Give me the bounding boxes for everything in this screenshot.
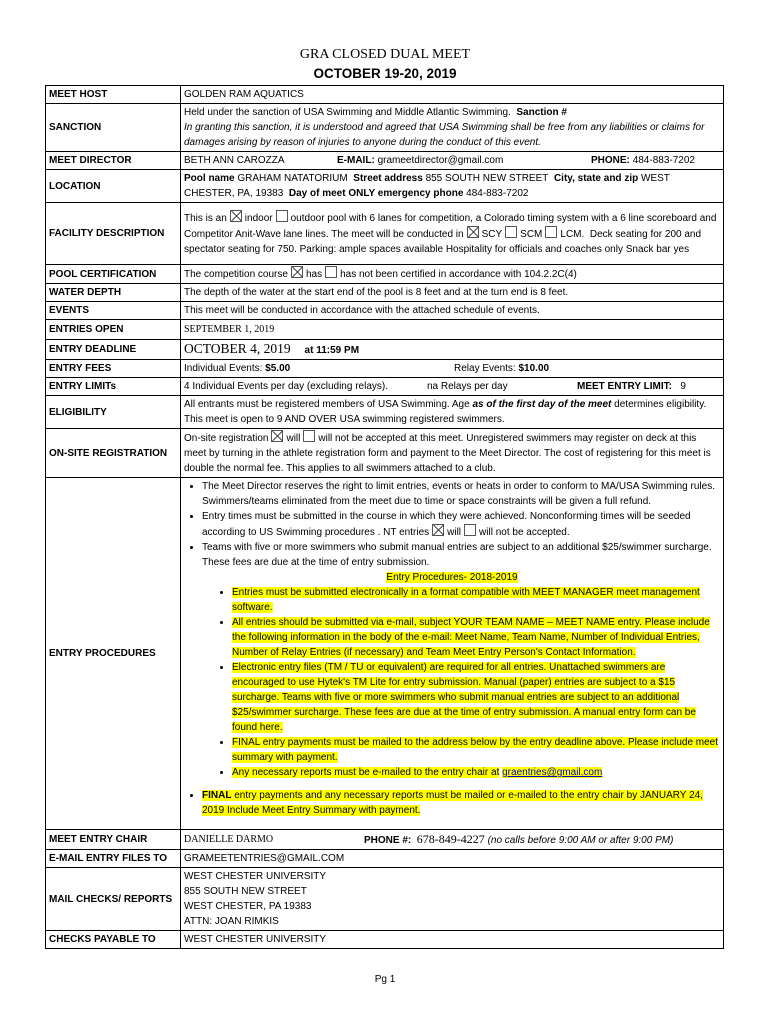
checks-payable-value: WEST CHESTER UNIVERSITY <box>181 931 724 949</box>
label: WATER DEPTH <box>46 284 181 302</box>
onsite-will-not-checkbox[interactable] <box>303 430 315 442</box>
pool-cert-value: The competition course has has not been certified in accordance with 104.2.2C(4) <box>181 265 724 284</box>
row-water-depth <box>46 284 724 302</box>
water-depth-value: The depth of the water at the start end of the pool is 8 feet and at the turn end is 8 feet. <box>181 284 724 302</box>
row-meet-director <box>46 152 724 170</box>
label: ELIGIBILITY <box>46 396 181 429</box>
location-value: Pool name GRAHAM NATATORIUM Street address 855 SOUTH NEW STREET City, state and zip WEST CHESTER, PA, 19383 Day of meet ONLY emergency phone 484-883-7202 <box>181 170 724 203</box>
highlighted-procedure: • Any necessary reports must be e-mailed to the entry chair at graentries@gmail.com <box>232 765 720 780</box>
row-mail-checks <box>46 868 724 931</box>
row-entry-fees <box>46 360 724 378</box>
label: ENTRIES OPEN <box>46 320 181 340</box>
entries-open-value: SEPTEMBER 1, 2019 <box>181 320 724 340</box>
row-email-entry-files <box>46 850 724 868</box>
procedures-heading: Entry Procedures- 2018-2019 <box>386 572 518 583</box>
row-events <box>46 302 724 320</box>
sanction-text: Held under the sanction of USA Swimming and Middle Atlantic Swimming. <box>184 107 511 118</box>
row-entry-procedures <box>46 478 724 830</box>
highlighted-procedure: • Electronic entry files (TM / TU or equivalent) are required for all entries. Unattached swimmers are encouraged to use Hytek's TM Lite for entry submission. Manual (paper) entries are subject to a $15 surcharge. Teams with five or more swimmers who submit manual entries are subject to an additional $25/swimmer surcharge. These fees are due at the time of entry submission. A manual entry form can be found here. <box>232 660 720 735</box>
entry-email-link[interactable]: graentries@gmail.com <box>502 767 603 778</box>
director-email: E-MAIL: grameetdirector@gmail.com <box>337 155 504 166</box>
entry-chair-cell <box>181 830 724 850</box>
entry-chair-phone: PHONE #: 678-849-4227 (no calls before 9:00 AM or after 9:00 PM) <box>364 831 674 846</box>
final-payment-note: • FINAL entry payments and any necessary reports must be mailed or e-mailed to the entry chair by JANUARY 24, 2019 Include Meet Entry Summary with payment. <box>202 788 720 818</box>
eligibility-value: All entrants must be registered members of USA Swimming. Age as of the first day of the meet determines eligibility. This meet is open to 9 AND OVER USA swimming registered swimmers. <box>181 396 724 429</box>
individual-fee: Individual Events: $5.00 <box>184 363 291 374</box>
meet-info-table <box>45 85 724 949</box>
relay-limit: na Relays per day <box>427 381 508 392</box>
relay-fee: Relay Events: $10.00 <box>454 363 550 374</box>
row-entry-chair <box>46 830 724 850</box>
outdoor-checkbox[interactable] <box>276 210 288 222</box>
row-location <box>46 170 724 203</box>
procedure-bullet: • Entry times must be submitted in the course in which they were achieved. Nonconforming times will be seeded according to US Swimming procedures . NT entries will will not be accepted. <box>202 509 720 540</box>
director-phone: PHONE: 484-883-7202 <box>591 155 695 166</box>
director-name: BETH ANN CAROZZA <box>184 155 285 166</box>
sanction-number: Sanction # <box>516 107 567 118</box>
label: ENTRY DEADLINE <box>46 340 181 360</box>
label: MEET ENTRY CHAIR <box>46 830 181 850</box>
meet-host-value: GOLDEN RAM AQUATICS <box>181 86 724 104</box>
label: ENTRY PROCEDURES <box>46 478 181 830</box>
label: FACILITY DESCRIPTION <box>46 203 181 265</box>
lcm-checkbox[interactable] <box>545 226 557 238</box>
row-meet-host <box>46 86 724 104</box>
label: ON-SITE REGISTRATION <box>46 429 181 478</box>
entry-limits-cell <box>181 378 724 396</box>
indoor-checkbox[interactable] <box>230 210 242 222</box>
has-checkbox[interactable] <box>291 266 303 278</box>
email-files-value: GRAMEETENTRIES@GMAIL.COM <box>181 850 724 868</box>
label: CHECKS PAYABLE TO <box>46 931 181 949</box>
row-entry-deadline <box>46 340 724 360</box>
row-facility <box>46 203 724 265</box>
events-value: This meet will be conducted in accordance with the attached schedule of events. <box>181 302 724 320</box>
onsite-will-checkbox[interactable] <box>271 430 283 442</box>
row-entry-limits <box>46 378 724 396</box>
label: LOCATION <box>46 170 181 203</box>
entry-deadline-value: OCTOBER 4, 2019 at 11:59 PM <box>181 340 724 360</box>
entry-fees-cell <box>181 360 724 378</box>
meet-entry-limit: MEET ENTRY LIMIT: 9 <box>577 381 686 392</box>
label: ENTRY LIMITs <box>46 378 181 396</box>
procedures-value <box>181 478 724 830</box>
label: SANCTION <box>46 104 181 152</box>
meet-dates: OCTOBER 19-20, 2019 <box>313 66 457 81</box>
sanction-value <box>181 104 724 152</box>
meet-director-cell <box>181 152 724 170</box>
has-not-checkbox[interactable] <box>325 266 337 278</box>
facility-value: This is an indoor outdoor pool with 6 lanes for competition, a Colorado timing system with a 6 line scoreboard and Competitor Anit-Wave lane lines. The meet will be conducted in SCY SCM LCM. Deck seating for 200 and spectator seating for 750. Parking: ample spaces available Hospitality for officials and coaches only Snack bar yes <box>181 203 724 265</box>
label: ENTRY FEES <box>46 360 181 378</box>
row-eligibility <box>46 396 724 429</box>
scy-checkbox[interactable] <box>467 226 479 238</box>
onsite-value: On-site registration will will not be accepted at this meet. Unregistered swimmers may register on deck at this meet by turning in the athlete registration form and payment to the Meet Director. The cost of registering for this meet is double the normal fee. This applies to all swimmers attached to a club. <box>181 429 724 478</box>
label: POOL CERTIFICATION <box>46 265 181 284</box>
nt-will-not-checkbox[interactable] <box>464 524 476 536</box>
highlighted-procedure: • Entries must be submitted electronically in a format compatible with MEET MANAGER meet management software. <box>232 585 720 615</box>
entry-chair-name: DANIELLE DARMO <box>184 834 274 845</box>
highlighted-procedure: • FINAL entry payments must be mailed to the address below by the entry deadline above. Please include meet summary with payment. <box>232 735 720 765</box>
individual-limit: 4 Individual Events per day (excluding relays). <box>184 381 388 392</box>
label: MAIL CHECKS/ REPORTS <box>46 868 181 931</box>
sanction-disclaimer: In granting this sanction, it is understood and agreed that USA Swimming shall be free from any liabilities or claims for damages arising by reason of injuries to anyone during the conduct of this event. <box>184 122 705 148</box>
label: MEET HOST <box>46 86 181 104</box>
mail-checks-value: WEST CHESTER UNIVERSITY 855 SOUTH NEW STREET WEST CHESTER, PA 19383 ATTN: JOAN RIMKIS <box>181 868 724 931</box>
meet-title: GRA CLOSED DUAL MEET <box>299 47 471 62</box>
row-entries-open <box>46 320 724 340</box>
row-checks-payable <box>46 931 724 949</box>
label: E-MAIL ENTRY FILES TO <box>46 850 181 868</box>
label: EVENTS <box>46 302 181 320</box>
row-sanction <box>46 104 724 152</box>
procedure-bullet: • Teams with five or more swimmers who submit manual entries are subject to an additional $25/swimmer surcharge. These fees are due at the time of entry submission. <box>202 540 720 570</box>
scm-checkbox[interactable] <box>505 226 517 238</box>
page-number: Pg 1 <box>374 974 396 985</box>
row-pool-cert <box>46 265 724 284</box>
highlighted-procedure: • All entries should be submitted via e-mail, subject YOUR TEAM NAME – MEET NAME entry. Please include the following information in the body of the e-mail: Meet Name, Team Name, Number of Individual Entries, Number of Relay Entries (if necessary) and Team Meet Entry Person's Contact Information. <box>232 615 720 660</box>
nt-will-checkbox[interactable] <box>432 524 444 536</box>
label: MEET DIRECTOR <box>46 152 181 170</box>
row-onsite-registration <box>46 429 724 478</box>
procedure-bullet: • The Meet Director reserves the right to limit entries, events or heats in order to conform to MA/USA Swimming rules. Swimmers/teams eliminated from the meet due to time or space constraints will be given a full refund. <box>202 479 720 509</box>
